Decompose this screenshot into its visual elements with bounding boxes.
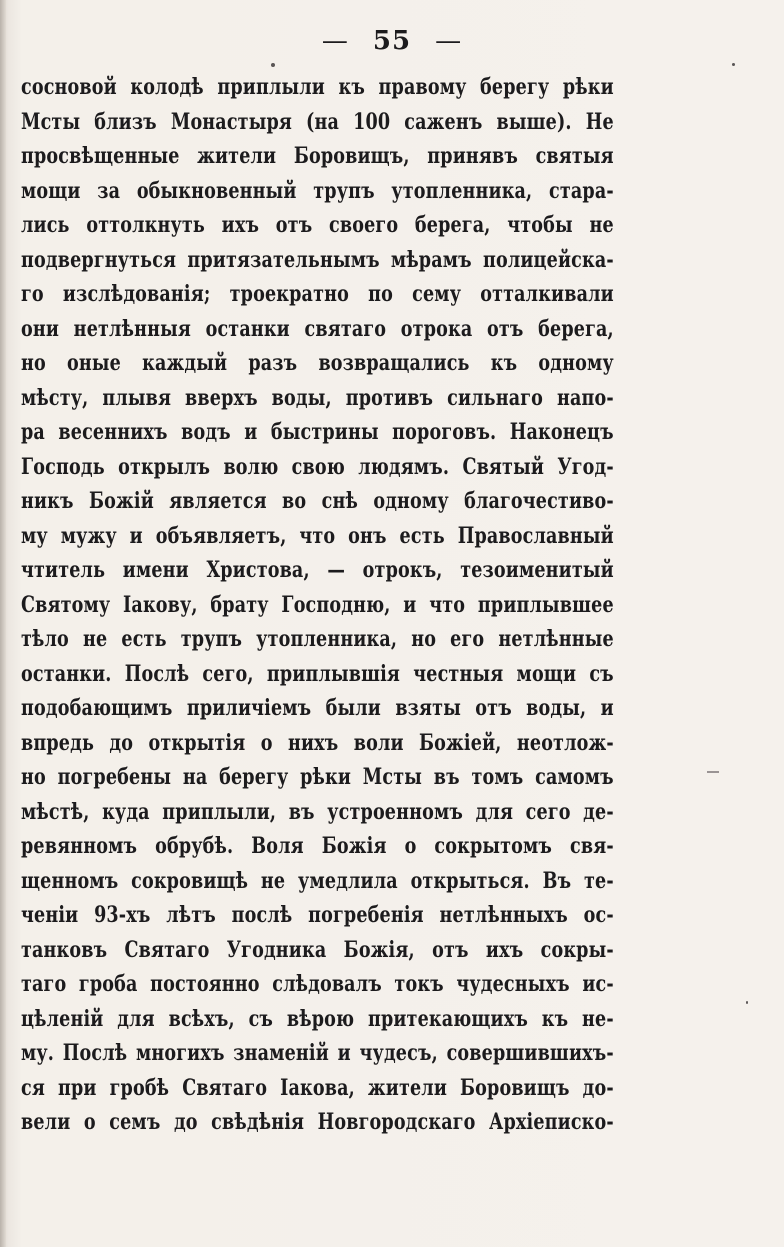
text-line: ра весеннихъ водъ и быстрины пороговъ. Наконецъ [21, 419, 614, 445]
text-line: чтитель имени Христова, — отрокъ, тезоименитый [21, 557, 614, 583]
text-line: цѣленій для всѣхъ, съ вѣрою притекающихъ къ не- [21, 1005, 614, 1032]
text-line: ревянномъ обрубѣ. Воля Божія о сокрытомъ свя- [21, 833, 614, 859]
header-dash-right: — [435, 26, 463, 56]
text-line: го изслѣдованія; троекратно по сему отталкивали [21, 281, 614, 307]
text-line: лись оттолкнуть ихъ отъ своего берега, чтобы не [21, 212, 614, 238]
text-line: му мужу и объявляетъ, что онъ есть Православный [21, 522, 614, 549]
print-speck [732, 63, 735, 66]
text-line: останки. Послѣ сего, приплывшія честныя мощи съ [21, 660, 614, 687]
text-line: мѣсту, плывя вверхъ воды, противъ сильнаго напо- [21, 384, 614, 411]
text-line: ченіи 93-хъ лѣтъ послѣ погребенія нетлѣнныхъ ос- [21, 902, 614, 928]
text-line: му. Послѣ многихъ знаменій и чудесъ, совершившихъ- [21, 1040, 614, 1066]
print-speck [746, 1001, 748, 1004]
text-line: Господь открылъ волю свою людямъ. Святый Угод- [21, 453, 614, 480]
text-line: таго гроба постоянно слѣдовалъ токъ чудесныхъ ис- [21, 971, 614, 997]
page-header [0, 26, 784, 56]
header-dash-left: — [321, 26, 349, 56]
text-line: никъ Божій является во снѣ одному благочестиво- [21, 488, 614, 514]
text-line: но погребены на берегу рѣки Мсты въ томъ самомъ [21, 764, 614, 790]
text-line: ся при гробѣ Святаго Іакова, жители Боровищъ до- [21, 1074, 614, 1101]
text-line: они нетлѣнныя останки святаго отрока отъ берега, [21, 315, 614, 342]
text-line: щенномъ сокровищѣ не умедлила открыться. Въ те- [21, 867, 614, 894]
text-line: просвѣщенные жители Боровищъ, принявъ святыя [21, 143, 614, 169]
text-line: танковъ Святаго Угодника Божія, отъ ихъ сокры- [21, 936, 614, 963]
text-line: подвергнуться притязательнымъ мѣрамъ полицейска- [21, 246, 614, 273]
text-line: Мсты близъ Монастыря (на 100 саженъ выше). Не [21, 108, 614, 135]
margin-mark [707, 771, 719, 773]
text-line: мощи за обыкновенный трупъ утопленника, стара- [21, 177, 614, 204]
text-line: Святому Іакову, брату Господню, и что приплывшее [21, 591, 614, 618]
text-line: тѣло не есть трупъ утопленника, но его нетлѣнные [21, 626, 614, 652]
text-line: подобающимъ приличіемъ были взяты отъ воды, и [21, 695, 614, 721]
text-line: мѣстѣ, куда приплыли, въ устроенномъ для сего де- [21, 798, 614, 825]
print-speck [271, 63, 275, 67]
body-text [21, 70, 614, 1140]
text-line: вели о семъ до свѣдѣнія Новгородскаго Архіеписко- [21, 1109, 614, 1135]
text-line: впредь до открытія о нихъ воли Божіей, неотлож- [21, 729, 614, 756]
page-number: 55 [372, 26, 412, 56]
binding-edge [0, 0, 6, 1247]
text-line: но оные каждый разъ возвращались къ одному [21, 350, 614, 376]
text-line: сосновой колодѣ приплыли къ правому берегу рѣки [21, 74, 614, 100]
